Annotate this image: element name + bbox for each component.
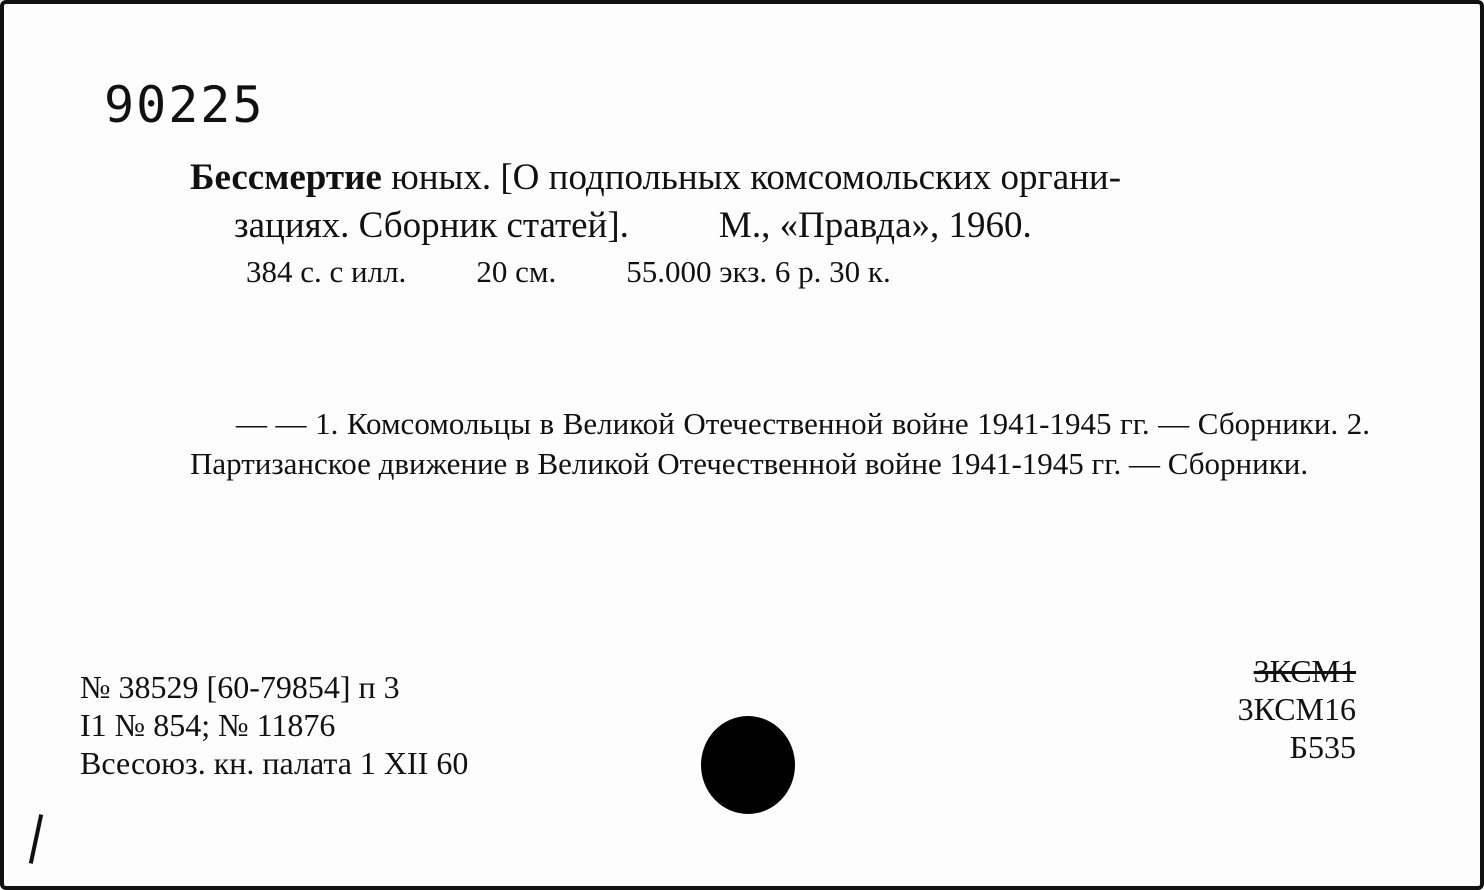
entry-print-run: 55.000 экз. 6 р. 30 к. bbox=[626, 254, 891, 289]
classification-codes bbox=[1238, 652, 1356, 766]
entry-line-2 bbox=[190, 202, 1370, 250]
entry-title-rest: юных. [О подпольных комсомольских органи- bbox=[381, 157, 1122, 198]
entry-title: Бессмертие bbox=[190, 157, 382, 198]
registration-line-3: Всесоюз. кн. палата 1 XII 60 bbox=[80, 745, 469, 781]
entry-line-2-text: зациях. Сборник статей]. bbox=[234, 205, 629, 246]
entry-size: 20 см. bbox=[476, 254, 557, 289]
punch-hole bbox=[701, 716, 795, 814]
handwritten-number: 90225 bbox=[104, 76, 265, 134]
subject-headings bbox=[190, 404, 1370, 484]
registration-line-1: № 38529 [60-79854] п 3 bbox=[80, 669, 400, 705]
entry-line-3 bbox=[190, 250, 1370, 294]
entry-pages: 384 с. с илл. bbox=[246, 254, 407, 289]
registration-line-2: I1 № 854; № 11876 bbox=[80, 707, 336, 743]
subject-headings-text: — — 1. Комсомольцы в Великой Отечественной войне 1941-1945 гг. — Сборники. 2. Партизанское движение в Великой Отечественной войне 1941-1945 гг. — Сборники. bbox=[190, 406, 1370, 481]
pencil-mark bbox=[29, 814, 43, 864]
entry-publication: М., «Правда», 1960. bbox=[718, 205, 1032, 246]
entry-line-1 bbox=[190, 154, 1370, 202]
registration-info bbox=[80, 668, 468, 782]
classification-code: 3КСМ16 bbox=[1237, 691, 1356, 727]
classification-code-struck: 3КСМ1 bbox=[1253, 653, 1356, 689]
bibliographic-entry bbox=[190, 154, 1370, 294]
author-mark: Б535 bbox=[1289, 729, 1356, 765]
